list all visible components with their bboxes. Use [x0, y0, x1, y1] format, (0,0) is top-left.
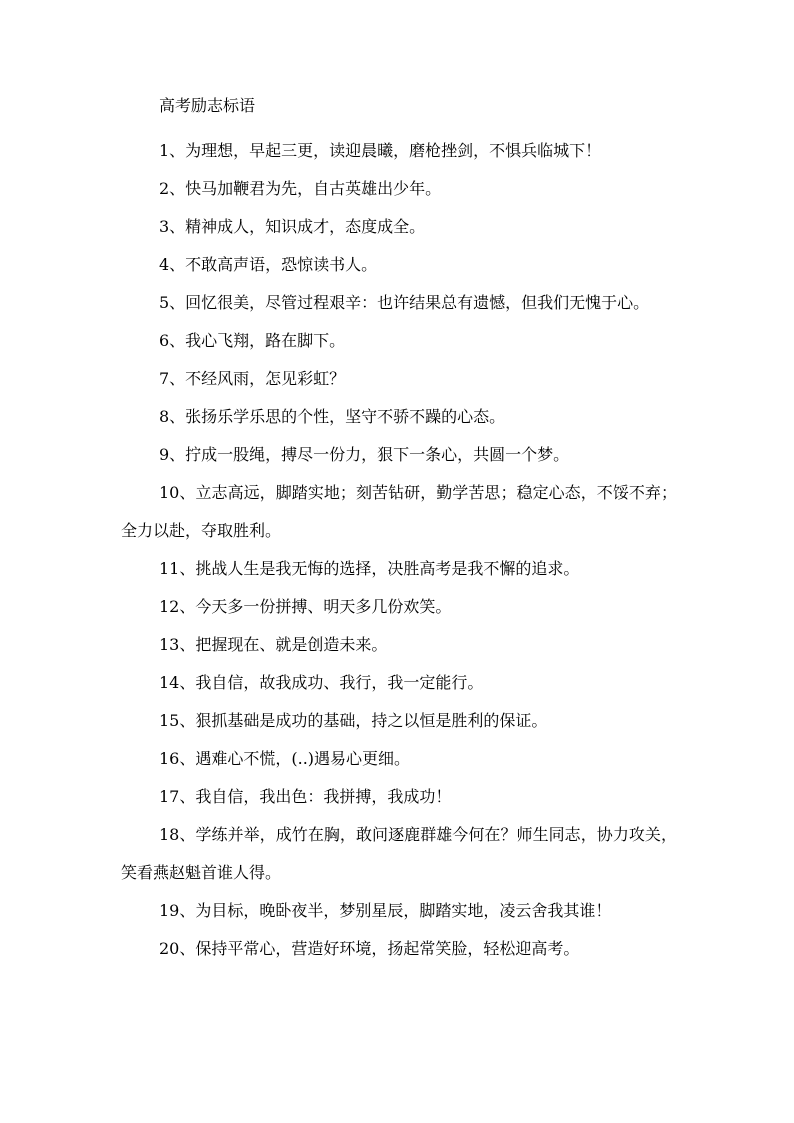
slogan-item: 6、我心飞翔，路在脚下。 [159, 331, 346, 350]
slogan-item: 13、把握现在、就是创造未来。 [159, 635, 388, 654]
slogan-item: 9、拧成一股绳，搏尽一份力，狠下一条心，共圆一个梦。 [159, 445, 570, 464]
slogan-item: 10、立志高远，脚踏实地；刻苦钻研，勤学苦思；稳定心态，不馁不弃；全力以赴，夺取胜利。 [121, 483, 677, 540]
slogan-item: 20、保持平常心，营造好环境，扬起常笑脸，轻松迎高考。 [159, 939, 580, 958]
slogan-item: 18、学练并举，成竹在胸，敢问逐鹿群雄今何在？师生同志，协力攻关，笑看燕赵魁首谁人得。 [121, 825, 677, 882]
slogan-item: 5、回忆很美，尽管过程艰辛：也许结果总有遗憾，但我们无愧于心。 [159, 293, 650, 312]
slogan-item: 19、为目标，晚卧夜半，梦别星辰，脚踏实地，凌云舍我其谁！ [159, 901, 612, 920]
slogan-item: 4、不敢高声语，恐惊读书人。 [159, 255, 378, 274]
slogan-item: 7、不经风雨，怎见彩虹？ [159, 369, 346, 388]
slogan-item: 15、狠抓基础是成功的基础，持之以恒是胜利的保证。 [159, 711, 548, 730]
slogan-item: 1、为理想，早起三更，读迎晨曦，磨枪挫剑，不惧兵临城下！ [159, 141, 602, 160]
slogan-item: 12、今天多一份拼搏、明天多几份欢笑。 [159, 597, 452, 616]
slogan-item: 2、快马加鞭君为先，自古英雄出少年。 [159, 179, 442, 198]
document-body [121, 94, 677, 968]
slogan-item: 14、我自信，故我成功、我行，我一定能行。 [159, 673, 484, 692]
slogan-item: 3、精神成人，知识成才，态度成全。 [159, 217, 426, 236]
slogan-item: 11、挑战人生是我无悔的选择，决胜高考是我不懈的追求。 [159, 559, 580, 578]
slogan-item: 17、我自信，我出色：我拼搏，我成功！ [159, 787, 452, 806]
slogan-item: 8、张扬乐学乐思的个性，坚守不骄不躁的心态。 [159, 407, 506, 426]
document-title: 高考励志标语 [159, 96, 256, 115]
slogan-item: 16、遇难心不慌，(..)遇易心更细。 [159, 749, 411, 768]
